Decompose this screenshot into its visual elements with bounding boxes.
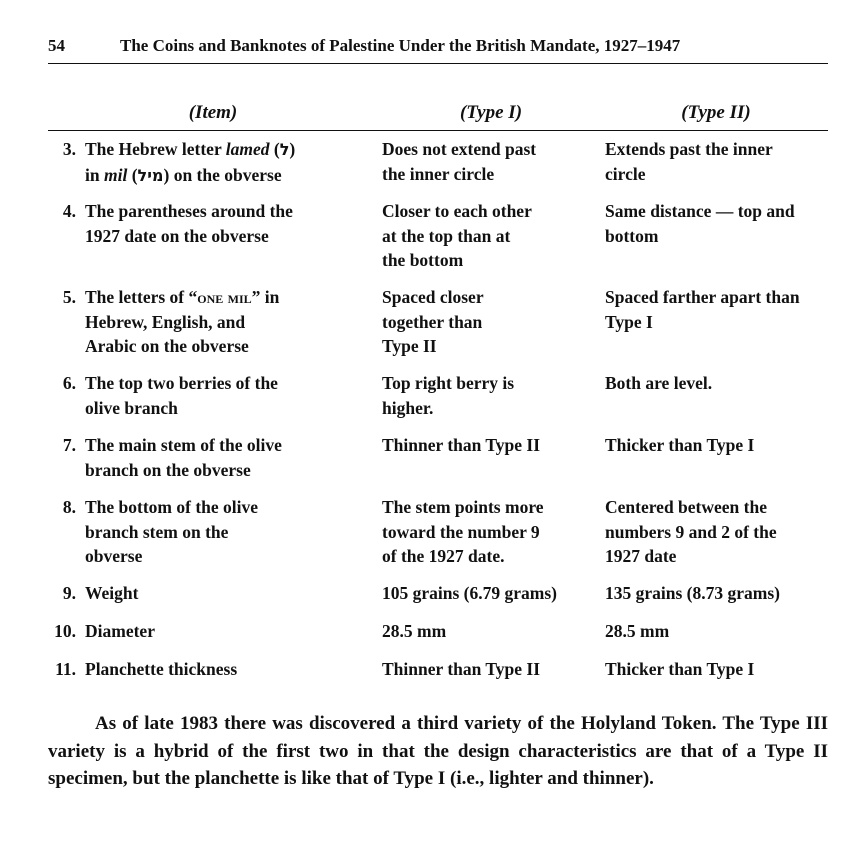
row-number: 7. <box>62 435 76 455</box>
item-line <box>85 163 375 189</box>
item-cell <box>85 137 375 188</box>
type-1-line: the inner circle <box>382 163 495 184</box>
type-2-line: Same distance — top and <box>605 201 795 221</box>
table-row <box>48 285 828 371</box>
type-2-line: 28.5 mm <box>605 621 670 641</box>
type-2-cell <box>605 657 828 682</box>
item-text: ) <box>289 139 296 159</box>
table-row <box>48 619 828 657</box>
header-rule <box>48 63 828 64</box>
item-cell <box>85 619 375 644</box>
table-row <box>48 137 828 199</box>
column-header-type-2: (Type II) <box>681 102 751 123</box>
row-number: 9. <box>62 583 76 603</box>
row-number: 4. <box>62 201 76 221</box>
type-1-line: Type II <box>382 336 437 356</box>
item-line <box>85 285 375 310</box>
type-2-line: Spaced farther apart than <box>605 287 800 307</box>
item-text: The letters of “ <box>85 287 198 307</box>
table-row <box>48 371 828 433</box>
table-row <box>48 199 828 285</box>
type-1-cell <box>382 137 604 186</box>
type-1-line: Thinner than Type II <box>382 435 541 455</box>
type-1-cell <box>382 433 604 458</box>
item-cell <box>85 581 375 606</box>
type-1-line: higher. <box>382 397 434 418</box>
item-line: branch stem on the <box>85 521 229 542</box>
item-line: obverse <box>85 546 143 566</box>
type-2-line: bottom <box>605 225 659 246</box>
type-1-line: toward the number 9 <box>382 521 540 542</box>
type-2-line: 135 grains (8.73 grams) <box>605 583 780 603</box>
type-1-line: Spaced closer <box>382 287 484 307</box>
item-text: ) on the obverse <box>163 164 282 185</box>
item-line: branch on the obverse <box>85 459 251 480</box>
page-number: 54 <box>48 36 65 55</box>
item-cell <box>85 495 375 569</box>
type-1-cell <box>382 581 604 606</box>
item-cell <box>85 285 375 359</box>
item-cell <box>85 371 375 420</box>
table-row <box>48 657 828 695</box>
type-2-cell <box>605 199 828 248</box>
type-2-cell <box>605 495 828 569</box>
type-2-line: Thicker than Type I <box>605 435 755 455</box>
type-1-line: 28.5 mm <box>382 621 447 641</box>
type-2-cell <box>605 371 828 396</box>
type-1-line: together than <box>382 311 483 332</box>
type-1-cell <box>382 371 604 420</box>
type-2-line: numbers 9 and 2 of the <box>605 521 777 542</box>
table-row <box>48 581 828 619</box>
item-text: The Hebrew letter <box>85 139 226 159</box>
row-number: 6. <box>62 373 76 393</box>
row-number: 3. <box>62 139 76 159</box>
item-cell <box>85 657 375 682</box>
item-line: The bottom of the olive <box>85 497 259 517</box>
item-text: ( <box>127 164 138 185</box>
column-header-item: (Item) <box>188 102 238 123</box>
item-text: ” in <box>251 287 280 307</box>
item-cell <box>85 433 375 482</box>
type-1-line: Closer to each other <box>382 201 532 221</box>
item-text-italic: lamed <box>225 139 270 159</box>
type-1-cell <box>382 619 604 644</box>
item-line: olive branch <box>85 397 178 418</box>
type-2-line: Thicker than Type I <box>605 659 755 679</box>
type-2-line: Type I <box>605 311 653 332</box>
type-1-cell <box>382 199 604 273</box>
running-title: The Coins and Banknotes of Palestine Under the British Mandate, 1927–1947 <box>120 36 681 55</box>
item-text-italic: mil <box>103 164 128 185</box>
column-header-type-1: (Type I) <box>459 102 523 123</box>
type-1-cell <box>382 285 604 359</box>
type-1-cell <box>382 495 604 569</box>
type-2-line: Centered between the <box>605 497 767 517</box>
item-line: Planchette thickness <box>85 659 238 679</box>
type-1-line: The stem points more <box>382 497 544 517</box>
type-2-cell <box>605 285 828 334</box>
item-cell <box>85 199 375 248</box>
row-number: 10. <box>54 621 76 641</box>
type-1-line: Thinner than Type II <box>382 659 541 679</box>
table-row <box>48 433 828 495</box>
type-2-line: Extends past the inner <box>605 139 773 159</box>
type-1-line: of the 1927 date. <box>382 546 505 566</box>
row-number: 11. <box>55 659 76 679</box>
item-text: ( <box>269 139 280 159</box>
type-1-line: Top right berry is <box>382 373 515 393</box>
hebrew-word-mil: מיל <box>137 165 164 185</box>
row-number: 5. <box>62 287 76 307</box>
hebrew-letter-lamed: ל <box>279 140 290 159</box>
item-line: Diameter <box>85 621 155 641</box>
type-1-line: at the top than at <box>382 225 511 246</box>
type-2-line: 1927 date <box>605 546 677 566</box>
table-row <box>48 495 828 581</box>
item-line: The main stem of the olive <box>85 435 282 455</box>
type-2-line: circle <box>605 163 646 184</box>
item-line: Weight <box>85 583 139 603</box>
type-1-line: the bottom <box>382 250 464 270</box>
item-line: The top two berries of the <box>85 373 278 393</box>
type-1-line: 105 grains (6.79 grams) <box>382 583 557 603</box>
item-text-small-caps: one mil <box>197 287 252 307</box>
item-text: in <box>85 164 104 185</box>
table-header-rule <box>48 130 828 131</box>
type-1-line: Does not extend past <box>382 139 537 159</box>
type-2-cell <box>605 581 828 606</box>
body-paragraph: As of late 1983 there was discovered a third variety of the Holyland Token. The Type III variety is a hybrid of the first two in that the design characteristics are that of a Type II specimen, but the planchette is like that of Type I (i.e., lighter and thinner). <box>48 713 828 789</box>
item-line: Hebrew, English, and <box>85 311 246 332</box>
item-line: Arabic on the obverse <box>85 336 249 356</box>
item-line: The parentheses around the <box>85 201 293 221</box>
type-2-cell <box>605 433 828 458</box>
item-line <box>85 137 375 163</box>
table-body <box>48 137 828 695</box>
item-line: 1927 date on the obverse <box>85 225 269 246</box>
type-2-line: Both are level. <box>605 373 713 393</box>
row-number: 8. <box>62 497 76 517</box>
type-2-cell <box>605 619 828 644</box>
type-2-cell <box>605 137 828 186</box>
type-1-cell <box>382 657 604 682</box>
